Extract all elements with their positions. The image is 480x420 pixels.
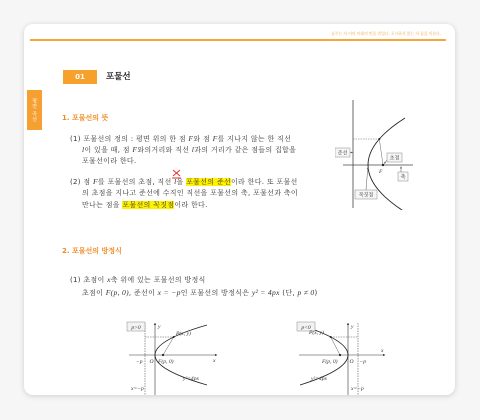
equation-line-1 — [70, 275, 206, 285]
annotated-variable — [174, 177, 176, 187]
part2-heading: 2. 포물선의 방정식 — [62, 247, 122, 255]
axis-label: 축 — [400, 174, 406, 181]
parabola-figure-p-positive — [125, 320, 222, 395]
header-divider — [30, 39, 446, 41]
variable-l: l — [174, 177, 177, 186]
text-segment: 이라 한다. — [174, 201, 208, 209]
variable-x: x — [107, 275, 111, 284]
equation-label: y²=4px — [311, 376, 328, 382]
variable-F: F — [132, 145, 138, 154]
red-check-mark — [171, 169, 183, 179]
focus-label: F(p, 0) — [158, 359, 174, 365]
variable-F: F — [92, 177, 98, 186]
text-segment: 과의 거리가 같은 점들의 집합을 — [194, 146, 297, 154]
focus-point — [339, 354, 341, 356]
focus-arrow — [384, 160, 387, 164]
equation-label: y²=4px — [183, 376, 200, 382]
text-segment: 이 있을 때, 점 — [84, 146, 133, 154]
vertex-arrow — [366, 168, 368, 191]
focus-expression: F(p, 0) — [105, 288, 129, 297]
text-segment: 를 포물선의 초점, 직선 — [97, 178, 175, 186]
point-label: P(x, y) — [176, 331, 191, 337]
header-motto: 꿈꾸는 자 이미 미래의 반을 얻었다. 포기하지 않는 자 꿈을 이룬다. — [331, 31, 441, 36]
parabola-point — [378, 138, 380, 140]
chapter-side-tab — [27, 90, 42, 130]
focus-point-label: F — [379, 169, 383, 175]
neg-p-label: −p — [136, 359, 143, 365]
directrix-label: 준선 — [337, 150, 348, 157]
section-title: 포물선 — [106, 72, 131, 82]
directrix-label: x=−p — [131, 386, 144, 392]
variable-F: F — [212, 134, 218, 143]
highlight-vertex-term: 포물선의 꼭짓점 — [122, 201, 175, 209]
text-segment: (1) 초점이 — [70, 276, 108, 284]
directrix-label: x=−p — [351, 386, 364, 392]
terms-line-3 — [82, 200, 208, 210]
variable-l: l — [82, 145, 85, 154]
part1-heading: 1. 포물선의 뜻 — [62, 114, 109, 122]
terms-line-2 — [82, 188, 298, 198]
y-axis-label: y — [158, 324, 161, 330]
condition-expression: p ≠ 0 — [297, 288, 315, 297]
text-segment: (1) 포물선의 정의 : 평면 위의 한 점 — [70, 135, 189, 143]
definition-line-1 — [70, 134, 291, 144]
condition-label: p>0 — [131, 324, 141, 331]
terms-line-1 — [70, 177, 298, 187]
section-number-badge: 01 — [63, 70, 97, 84]
text-segment: 의 초점을 지나고 준선에 수직인 직선을 포물선의 축, 포물선과 축이 — [82, 189, 298, 197]
text-segment: 를 지나지 않는 한 직선 — [217, 135, 292, 143]
text-segment: 을 — [176, 178, 187, 186]
chapter-side-tab-label: 평면 곡선 — [31, 97, 37, 123]
text-segment: (단, — [279, 289, 298, 297]
y-axis-label: y — [351, 324, 354, 330]
vertex-label: 꼭짓점 — [358, 192, 374, 199]
document-page — [24, 24, 455, 395]
text-segment: 인 포물선의 방정식은 — [180, 289, 252, 297]
x-axis-label: x — [213, 358, 216, 364]
variable-l: l — [191, 145, 195, 154]
variable-F: F — [188, 134, 194, 143]
text-segment: 와의거리와 직선 — [137, 146, 192, 154]
condition-label: p<0 — [301, 324, 311, 331]
parabola-definition-figure — [335, 98, 417, 210]
point-label: P(x, y) — [309, 330, 324, 336]
parabola-point — [173, 336, 175, 338]
highlight-directrix-term: 포물선의 준선 — [186, 178, 231, 186]
directrix-expression: x = −p — [157, 288, 181, 297]
origin-label: O — [149, 359, 154, 365]
text-segment: 축 위에 있는 포물선의 방정식 — [110, 276, 206, 284]
text-segment: 만나는 점을 — [82, 201, 123, 209]
text-segment: (2) 점 — [70, 178, 93, 186]
text-segment: ) — [314, 289, 318, 297]
origin-label: O — [349, 359, 354, 365]
text-segment: 이라 한다. 또 포물선 — [231, 178, 298, 186]
focus-label: F(p, 0) — [322, 359, 338, 365]
text-segment: 포물선이라 한다. — [82, 157, 137, 165]
text-segment: , 준선이 — [128, 289, 158, 297]
focus-label: 초점 — [389, 155, 400, 162]
focal-distance-line — [379, 139, 383, 165]
neg-p-label: −p — [359, 359, 367, 365]
x-axis-label: x — [381, 348, 384, 354]
definition-line-3 — [82, 156, 136, 166]
focus-point — [162, 354, 164, 356]
definition-line-2 — [82, 145, 296, 155]
parabola-point — [330, 336, 332, 338]
parabola-equation: y² = 4px — [251, 288, 280, 297]
text-segment: 와 점 — [193, 135, 213, 143]
text-segment: 초점이 — [82, 289, 106, 297]
parabola-figure-p-negative — [295, 320, 392, 395]
focus-point — [382, 164, 384, 166]
equation-line-2 — [82, 288, 318, 298]
